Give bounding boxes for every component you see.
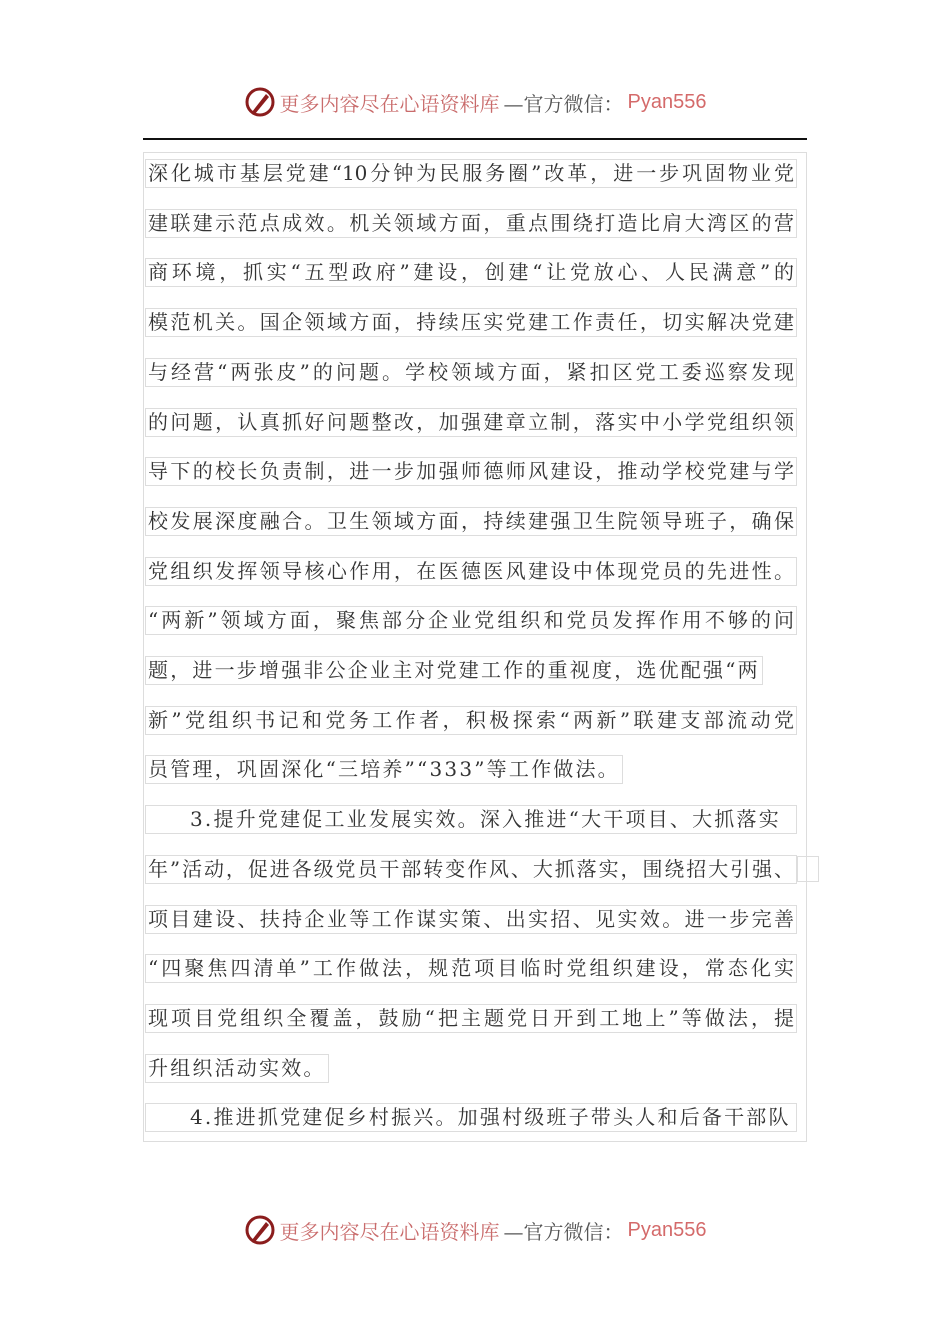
text-line: 导下的校长负责制，进一步加强师德师风建设，推动学校党建与学 <box>145 457 797 486</box>
text-line: 员管理，巩固深化“三培养”“333”等工作做法。 <box>145 755 623 784</box>
text-line: 深化城市基层党建“10分钟为民服务圈”改革，进一步巩固物业党 <box>145 159 797 188</box>
pen-logo-icon <box>244 1214 276 1246</box>
text-line: 新”党组织书记和党务工作者，积极探索“两新”联建支部流动党 <box>145 706 797 735</box>
footer-site-name: 更多内容尽在心语资料库 <box>279 1219 500 1244</box>
text-line: 4.推进抓党建促乡村振兴。加强村级班子带头人和后备干部队 <box>145 1103 797 1132</box>
text-line: “两新”领域方面，聚焦部分企业党组织和党员发挥作用不够的问 <box>145 606 797 635</box>
content-frame <box>143 152 807 1142</box>
footer-separator: —官方微信： <box>503 1219 624 1244</box>
text-line: 商环境，抓实“五型政府”建设，创建“让党放心、人民满意”的 <box>145 258 797 287</box>
header-wechat-id: Pyan556 <box>627 90 707 113</box>
page-footer-watermark <box>0 1214 950 1246</box>
text-line: 现项目党组织全覆盖，鼓励“把主题党日开到工地上”等做法，提 <box>145 1004 797 1033</box>
text-line: 党组织发挥领导核心作用，在医德医风建设中体现党员的先进性。 <box>145 557 797 586</box>
line-overflow-box <box>797 856 819 882</box>
text-line: 建联建示范点成效。机关领域方面，重点围绕打造比肩大湾区的营 <box>145 209 797 238</box>
pen-logo-icon <box>244 86 276 118</box>
text-line: 3.提升党建促工业发展实效。深入推进“大干项目、大抓落实 <box>145 805 797 834</box>
text-line: 项目建设、扶持企业等工作谋实策、出实招、见实效。进一步完善 <box>145 905 797 934</box>
header-separator: —官方微信： <box>503 91 624 116</box>
text-line: 与经营“两张皮”的问题。学校领域方面，紧扣区党工委巡察发现 <box>145 358 797 387</box>
text-line: 模范机关。国企领域方面，持续压实党建工作责任，切实解决党建 <box>145 308 797 337</box>
page-header-watermark <box>0 86 950 118</box>
header-divider <box>143 138 807 140</box>
text-line: 年”活动，促进各级党员干部转变作风、大抓落实，围绕招大引强、 <box>145 855 797 884</box>
text-line: “四聚焦四清单”工作做法，规范项目临时党组织建设，常态化实 <box>145 954 797 983</box>
text-line: 升组织活动实效。 <box>145 1054 329 1083</box>
footer-wechat-id: Pyan556 <box>627 1218 707 1241</box>
header-site-name: 更多内容尽在心语资料库 <box>279 91 500 116</box>
text-line: 题，进一步增强非公企业主对党建工作的重视度，选优配强“两 <box>145 656 763 685</box>
text-line: 校发展深度融合。卫生领域方面，持续建强卫生院领导班子，确保 <box>145 507 797 536</box>
text-line: 的问题，认真抓好问题整改，加强建章立制，落实中小学党组织领 <box>145 408 797 437</box>
